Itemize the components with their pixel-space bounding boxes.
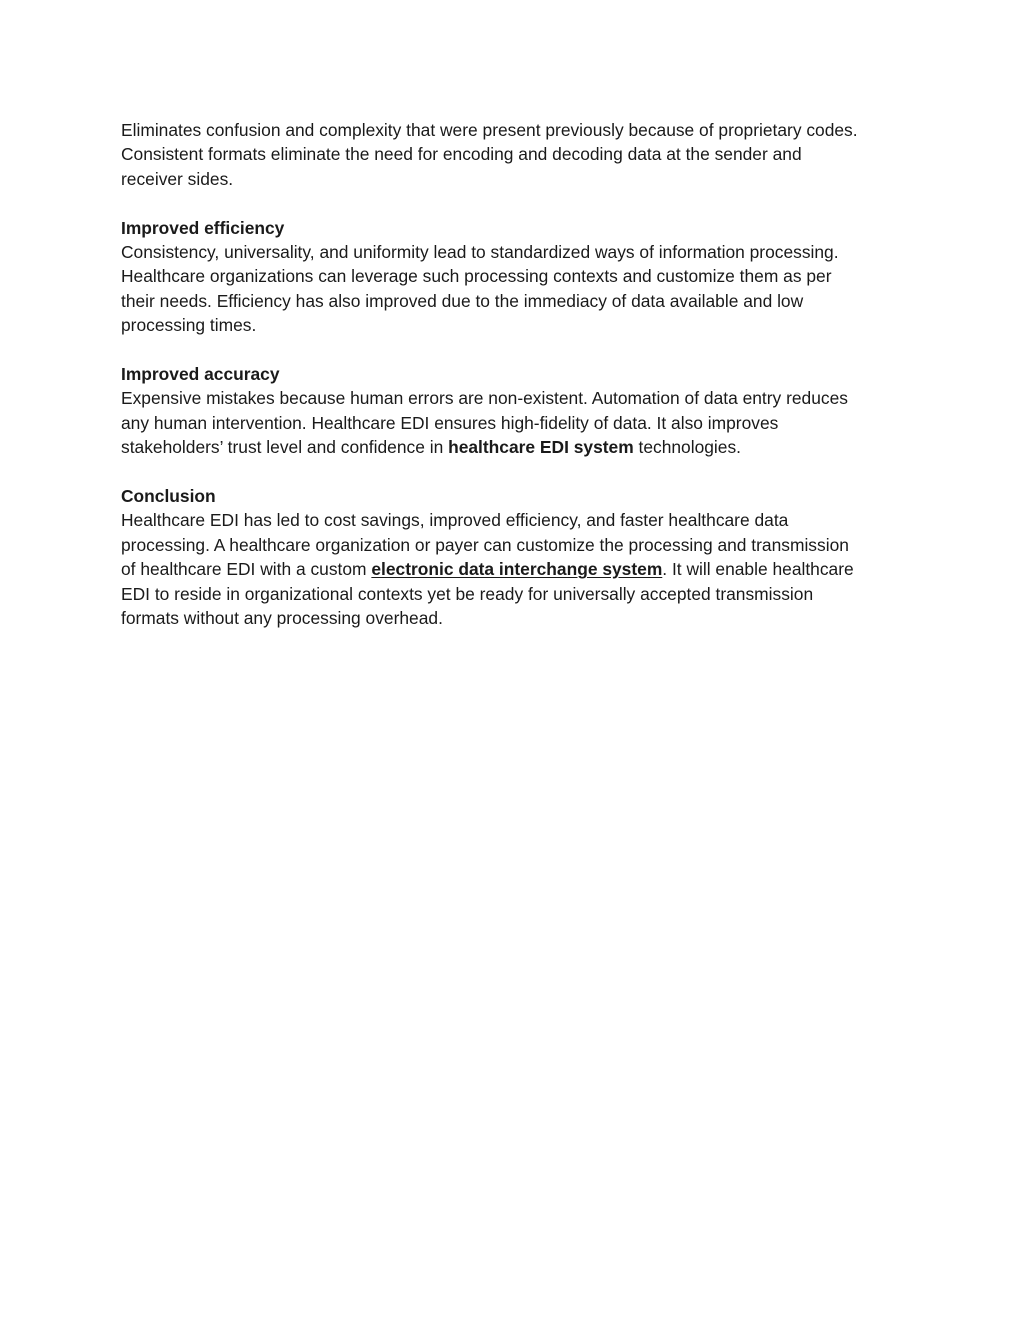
section-heading: Improved accuracy <box>121 364 280 385</box>
bold-keyword: healthcare EDI system <box>448 437 634 458</box>
section-improved-efficiency <box>121 216 911 338</box>
electronic-data-interchange-link[interactable]: electronic data interchange system <box>371 559 663 580</box>
text-line: Consistent formats eliminate the need for encoding and decoding data at the sender and <box>121 144 802 165</box>
text-line: Healthcare EDI has led to cost savings, improved efficiency, and faster healthcare data <box>121 510 789 531</box>
text-line: EDI to reside in organizational contexts yet be ready for universally accepted transmission <box>121 583 814 604</box>
text-line: Expensive mistakes because human errors are non-existent. Automation of data entry reduces <box>121 388 848 409</box>
text-line: any human intervention. Healthcare EDI ensures high-fidelity of data. It also improves <box>121 412 779 433</box>
text-line: Healthcare organizations can leverage such processing contexts and customize them as per <box>121 266 832 287</box>
text-line: formats without any processing overhead. <box>121 608 443 629</box>
text-fragment: stakeholders’ trust level and confidence in <box>121 437 449 458</box>
section-heading: Improved efficiency <box>121 217 285 238</box>
text-fragment: technologies. <box>633 437 741 458</box>
section-heading: Conclusion <box>121 486 216 507</box>
section-improved-accuracy <box>121 362 911 460</box>
text-line: processing. A healthcare organization or payer can customize the processing and transmission <box>121 534 849 555</box>
text-line <box>121 557 911 581</box>
section-conclusion <box>121 484 911 630</box>
text-fragment: . It will enable healthcare <box>662 559 854 580</box>
text-line: processing times. <box>121 315 257 336</box>
document-body <box>121 118 911 630</box>
text-line <box>121 435 911 459</box>
text-line: Consistency, universality, and uniformity lead to standardized ways of information processing. <box>121 242 839 263</box>
text-line: Eliminates confusion and complexity that were present previously because of proprietary codes. <box>121 120 858 140</box>
text-line: receiver sides. <box>121 168 234 189</box>
text-fragment: of healthcare EDI with a custom <box>121 559 372 580</box>
text-line: their needs. Efficiency has also improved due to the immediacy of data available and low <box>121 290 804 311</box>
intro-paragraph <box>121 118 911 191</box>
